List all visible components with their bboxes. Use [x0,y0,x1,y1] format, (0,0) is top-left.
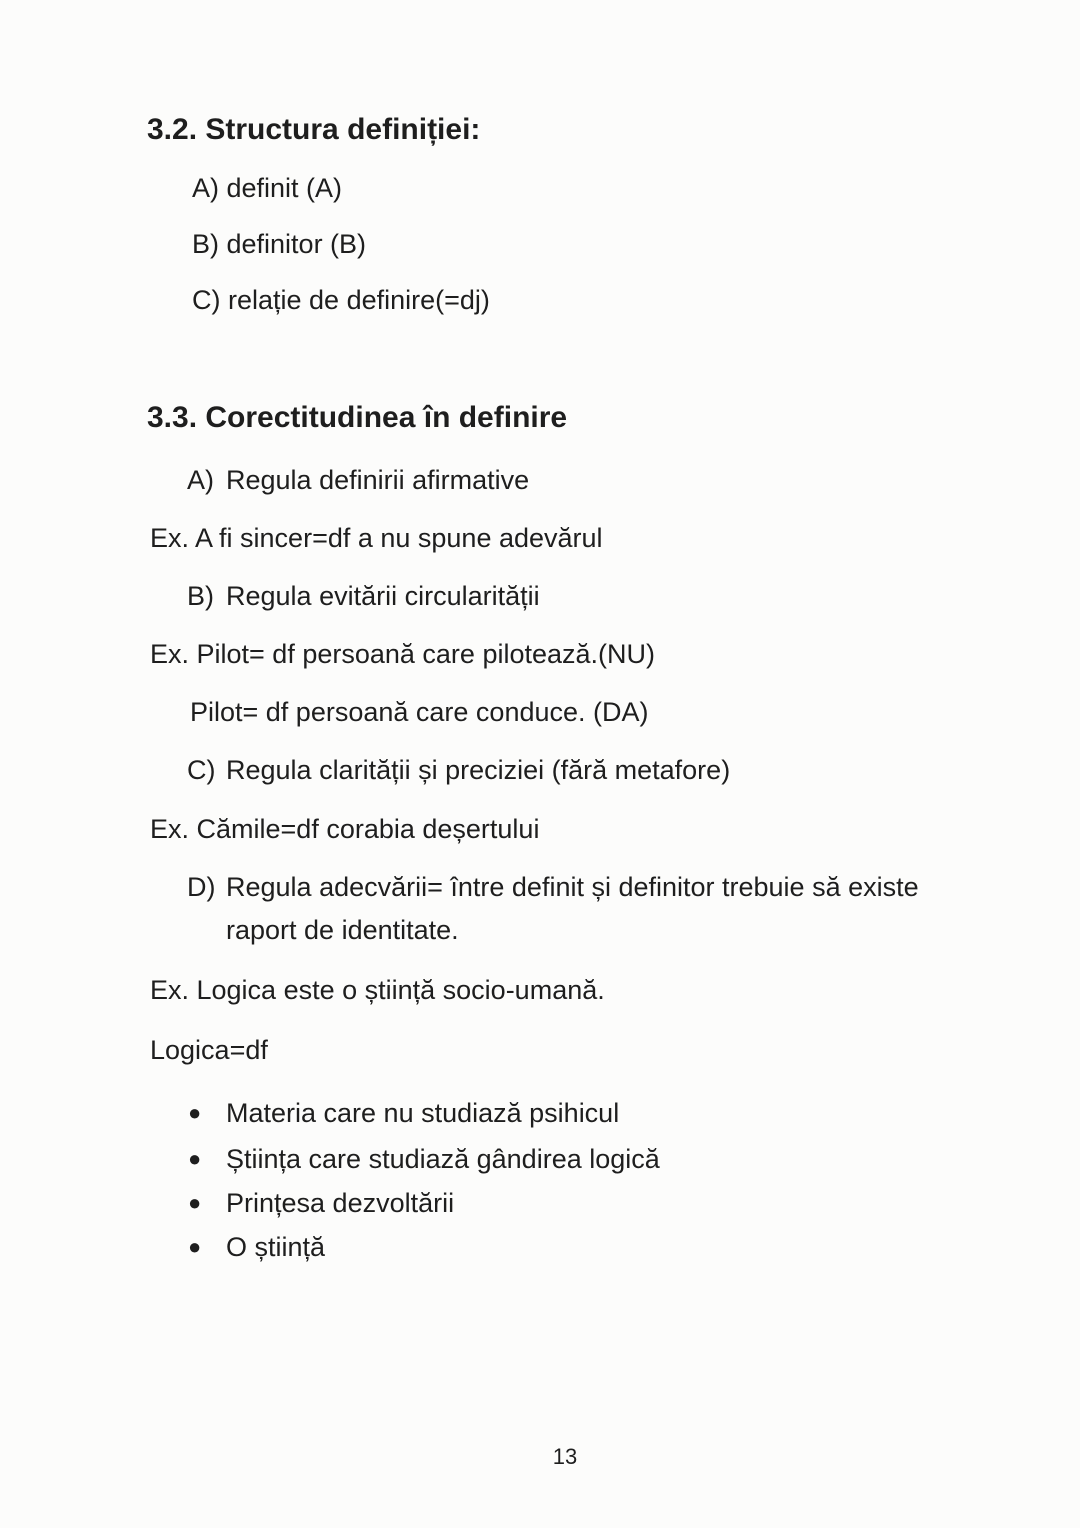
bullet-item: Materia care nu studiază psihicul [226,1098,620,1128]
rule-a [187,463,529,497]
bullet-item: Prințesa dezvoltării [226,1188,455,1218]
rule-text: Regula definirii afirmative [226,465,530,495]
page-number: 13 [552,1444,578,1469]
rule-b [187,579,540,613]
rule-text-continued: raport de identitate. [226,915,459,945]
definition-start: Logica=df [150,1035,268,1065]
bullet-icon: ● [188,1146,202,1171]
rule-label: C) [187,755,216,785]
list-item: C) relație de definire(=dj) [192,285,490,315]
example: Ex. Pilot= df persoană care pilotează.(NU) [150,639,655,669]
rule-c [187,753,730,787]
section-heading: 3.3. Corectitudinea în definire [147,401,568,434]
rule-label: B) [187,581,214,611]
bullet-item: Știința care studiază gândirea logică [226,1144,660,1174]
rule-text: Regula adecvării= între definit și definitor trebuie să existe [226,872,919,902]
rule-text: Regula evitării circularității [226,581,540,611]
list-item: B) definitor (B) [192,229,367,259]
bullet-icon: ● [188,1100,202,1125]
bullet-icon: ● [188,1190,202,1215]
rule-label: D) [187,872,216,902]
rule-label: A) [187,465,214,495]
section-heading: 3.2. Structura definiției: [147,113,481,146]
example: Ex. Logica este o știință socio-umană. [150,975,605,1005]
rule-d [187,870,919,904]
bullet-icon: ● [188,1234,202,1259]
example: Ex. Cămile=df corabia deșertului [150,814,540,844]
example: Pilot= df persoană care conduce. (DA) [190,697,649,727]
list-item: A) definit (A) [192,173,343,203]
bullet-item: O știință [226,1232,326,1262]
example: Ex. A fi sincer=df a nu spune adevărul [150,523,603,553]
rule-text: Regula clarității și preciziei (fără metafore) [226,755,731,785]
